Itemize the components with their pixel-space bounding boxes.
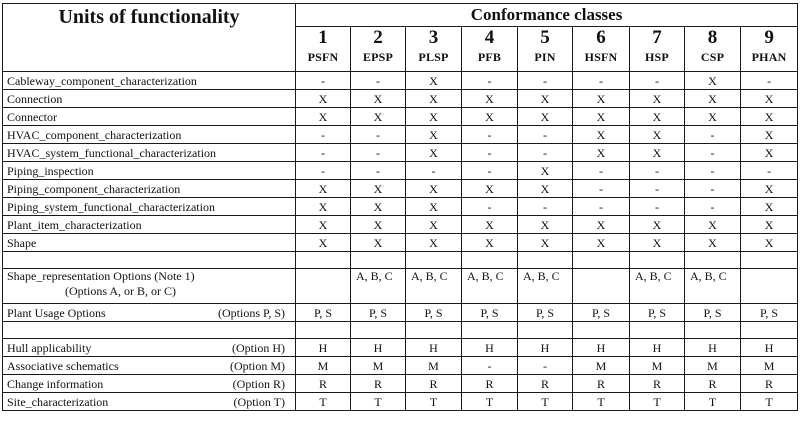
separator-row: [3, 322, 798, 339]
class-number: 2: [373, 27, 383, 48]
table-cell: T: [462, 393, 518, 411]
table-cell: X: [685, 108, 741, 126]
class-header-phan: [741, 27, 798, 72]
table-cell: X: [630, 234, 685, 252]
class-code: PFB: [477, 50, 502, 64]
class-header-pin: [518, 27, 573, 72]
class-number: 8: [707, 27, 718, 48]
option-name: Plant Usage Options: [7, 305, 106, 320]
table-cell: X: [296, 108, 351, 126]
table-cell: -: [573, 162, 630, 180]
option-row: [3, 339, 798, 357]
class-number: 7: [652, 27, 662, 48]
table-cell: T: [685, 393, 741, 411]
table-cell: P, S: [573, 304, 630, 322]
table-cell: -: [630, 198, 685, 216]
table-cell: -: [296, 126, 351, 144]
empty-cell: [630, 252, 685, 269]
table-cell: X: [741, 180, 798, 198]
table-cell: A, B, C: [406, 269, 462, 304]
table-cell: X: [573, 216, 630, 234]
table-cell: H: [462, 339, 518, 357]
units-body: [3, 72, 798, 411]
shape-options-label-line2: (Options A, or B, or C): [65, 284, 176, 298]
table-cell: P, S: [462, 304, 518, 322]
option-name: Hull applicability: [7, 340, 92, 355]
table-cell: H: [630, 339, 685, 357]
empty-cell: [741, 252, 798, 269]
table-cell: X: [406, 90, 462, 108]
table-cell: [573, 269, 630, 304]
table-cell: M: [406, 357, 462, 375]
option-label: [3, 339, 296, 357]
units-title: Units of functionality: [3, 4, 296, 72]
empty-cell: [3, 322, 296, 339]
class-code: PSFN: [307, 50, 339, 64]
table-cell: H: [685, 339, 741, 357]
table-cell: -: [630, 162, 685, 180]
shape-options-label-line1: Shape_representation Options (Note 1): [7, 269, 195, 283]
table-cell: -: [573, 180, 630, 198]
table-cell: X: [518, 216, 573, 234]
table-cell: X: [351, 180, 406, 198]
empty-cell: [406, 322, 462, 339]
option-label: [3, 304, 296, 322]
table-cell: X: [741, 126, 798, 144]
table-row: [3, 180, 798, 198]
empty-cell: [518, 252, 573, 269]
table-cell: X: [518, 234, 573, 252]
class-header-pfb: [462, 27, 518, 72]
table-cell: -: [741, 162, 798, 180]
table-cell: X: [630, 108, 685, 126]
table-cell: X: [462, 90, 518, 108]
table-cell: M: [630, 357, 685, 375]
empty-cell: [630, 322, 685, 339]
table-cell: X: [573, 126, 630, 144]
table-cell: X: [518, 162, 573, 180]
empty-cell: [573, 252, 630, 269]
table-cell: X: [351, 90, 406, 108]
table-cell: X: [406, 144, 462, 162]
table-cell: H: [741, 339, 798, 357]
option-label: [3, 393, 296, 411]
unit-label: HVAC_system_functional_characterization: [3, 144, 296, 162]
empty-cell: [462, 322, 518, 339]
table-cell: R: [406, 375, 462, 393]
shape-options-label: [3, 269, 296, 304]
table-cell: M: [296, 357, 351, 375]
table-cell: -: [518, 357, 573, 375]
table-cell: P, S: [406, 304, 462, 322]
table-cell: R: [296, 375, 351, 393]
table-cell: X: [462, 234, 518, 252]
table-cell: -: [351, 126, 406, 144]
class-code: HSP: [645, 50, 669, 64]
option-name: Change information: [7, 376, 104, 391]
class-header-psfn: [296, 27, 351, 72]
table-cell: H: [573, 339, 630, 357]
table-cell: -: [351, 144, 406, 162]
empty-cell: [741, 322, 798, 339]
table-cell: -: [518, 72, 573, 90]
table-cell: X: [741, 144, 798, 162]
option-code: (Options P, S): [217, 305, 285, 320]
empty-cell: [351, 252, 406, 269]
table-cell: A, B, C: [685, 269, 741, 304]
table-cell: X: [406, 108, 462, 126]
table-cell: M: [351, 357, 406, 375]
empty-cell: [3, 252, 296, 269]
unit-label: Plant_item_characterization: [3, 216, 296, 234]
option-row: [3, 393, 798, 411]
table-cell: R: [462, 375, 518, 393]
unit-label: Piping_inspection: [3, 162, 296, 180]
table-cell: X: [741, 216, 798, 234]
table-row: [3, 72, 798, 90]
table-cell: T: [573, 393, 630, 411]
table-cell: X: [741, 234, 798, 252]
class-header-epsp: [351, 27, 406, 72]
table-cell: X: [685, 90, 741, 108]
class-header-csp: [685, 27, 741, 72]
table-cell: P, S: [685, 304, 741, 322]
shape-options-row: [3, 269, 798, 304]
table-cell: X: [462, 180, 518, 198]
table-cell: X: [406, 180, 462, 198]
empty-cell: [351, 322, 406, 339]
empty-cell: [296, 252, 351, 269]
empty-cell: [685, 252, 741, 269]
table-cell: M: [685, 357, 741, 375]
unit-label: Shape: [3, 234, 296, 252]
table-cell: X: [741, 108, 798, 126]
table-cell: H: [351, 339, 406, 357]
table-cell: -: [351, 162, 406, 180]
table-cell: X: [630, 90, 685, 108]
option-code: (Option T): [233, 394, 285, 409]
table-cell: X: [351, 198, 406, 216]
empty-cell: [406, 252, 462, 269]
table-cell: T: [741, 393, 798, 411]
table-cell: A, B, C: [518, 269, 573, 304]
separator-row: [3, 252, 798, 269]
class-code: CSP: [700, 50, 725, 64]
table-cell: X: [518, 180, 573, 198]
table-cell: A, B, C: [351, 269, 406, 304]
empty-cell: [462, 252, 518, 269]
table-cell: X: [296, 216, 351, 234]
table-cell: -: [296, 72, 351, 90]
class-number: 6: [596, 27, 606, 48]
table-cell: P, S: [630, 304, 685, 322]
table-cell: X: [296, 90, 351, 108]
table-cell: -: [406, 162, 462, 180]
class-number: 1: [318, 27, 328, 48]
table-cell: X: [630, 144, 685, 162]
table-cell: T: [296, 393, 351, 411]
table-cell: -: [685, 180, 741, 198]
empty-cell: [573, 322, 630, 339]
class-number: 5: [540, 27, 550, 48]
table-cell: X: [462, 108, 518, 126]
table-cell: X: [685, 216, 741, 234]
table-cell: A, B, C: [462, 269, 518, 304]
table-cell: X: [573, 234, 630, 252]
table-cell: X: [406, 72, 462, 90]
table-cell: -: [685, 126, 741, 144]
table-cell: M: [741, 357, 798, 375]
unit-label: HVAC_component_characterization: [3, 126, 296, 144]
table-cell: X: [351, 234, 406, 252]
table-cell: X: [573, 90, 630, 108]
class-code: PLSP: [418, 50, 449, 64]
table-cell: X: [518, 108, 573, 126]
table-cell: -: [462, 162, 518, 180]
empty-cell: [685, 322, 741, 339]
table-cell: X: [630, 216, 685, 234]
classes-title: Conformance classes: [296, 4, 798, 27]
class-code: EPSP: [362, 50, 394, 64]
table-cell: T: [518, 393, 573, 411]
class-header-plsp: [406, 27, 462, 72]
table-cell: -: [685, 198, 741, 216]
table-cell: X: [406, 216, 462, 234]
table-cell: R: [630, 375, 685, 393]
table-cell: H: [296, 339, 351, 357]
table-cell: -: [518, 144, 573, 162]
class-number: 4: [484, 27, 495, 48]
table-row: [3, 234, 798, 252]
table-cell: -: [462, 126, 518, 144]
table-cell: T: [351, 393, 406, 411]
table-cell: X: [573, 144, 630, 162]
table-cell: -: [296, 162, 351, 180]
class-code: HSFN: [584, 50, 618, 64]
table-cell: -: [462, 198, 518, 216]
table-cell: R: [741, 375, 798, 393]
table-cell: -: [573, 198, 630, 216]
table-cell: -: [685, 144, 741, 162]
option-code: (Option M): [230, 358, 285, 373]
class-number: 9: [764, 27, 774, 48]
table-cell: -: [741, 72, 798, 90]
table-cell: X: [685, 234, 741, 252]
table-cell: X: [685, 72, 741, 90]
option-label: [3, 357, 296, 375]
unit-label: Connection: [3, 90, 296, 108]
table-cell: X: [518, 90, 573, 108]
table-cell: H: [518, 339, 573, 357]
class-number: 3: [428, 27, 439, 48]
table-cell: M: [573, 357, 630, 375]
table-row: [3, 198, 798, 216]
table-cell: H: [406, 339, 462, 357]
table-cell: -: [630, 180, 685, 198]
table-cell: X: [351, 216, 406, 234]
table-cell: X: [406, 198, 462, 216]
table-cell: -: [573, 72, 630, 90]
unit-label: Cableway_component_characterization: [3, 72, 296, 90]
table-cell: -: [518, 126, 573, 144]
class-header-hsfn: [573, 27, 630, 72]
option-name: Associative schematics: [7, 358, 119, 373]
table-cell: [741, 269, 798, 304]
table-cell: R: [573, 375, 630, 393]
table-row: [3, 216, 798, 234]
option-name: Site_characterization: [7, 394, 109, 409]
table-cell: [296, 269, 351, 304]
table-cell: -: [462, 72, 518, 90]
table-cell: P, S: [351, 304, 406, 322]
table-cell: -: [685, 162, 741, 180]
table-row: [3, 144, 798, 162]
table-cell: R: [351, 375, 406, 393]
table-cell: X: [573, 108, 630, 126]
table-row: [3, 90, 798, 108]
class-code: PHAN: [751, 50, 787, 64]
table-cell: X: [741, 198, 798, 216]
unit-label: Connector: [3, 108, 296, 126]
table-cell: A, B, C: [630, 269, 685, 304]
option-label: [3, 375, 296, 393]
table-cell: -: [630, 72, 685, 90]
conformance-table: [2, 3, 798, 411]
table-cell: -: [462, 357, 518, 375]
table-cell: P, S: [741, 304, 798, 322]
table-row: [3, 108, 798, 126]
table-cell: R: [685, 375, 741, 393]
plant-usage-row: [3, 304, 798, 322]
unit-label: Piping_component_characterization: [3, 180, 296, 198]
table-cell: X: [296, 234, 351, 252]
table-cell: X: [406, 126, 462, 144]
class-header-hsp: [630, 27, 685, 72]
table-cell: -: [296, 144, 351, 162]
table-cell: X: [351, 108, 406, 126]
table-cell: X: [630, 126, 685, 144]
option-row: [3, 357, 798, 375]
class-code: PIN: [534, 50, 556, 64]
table-cell: -: [462, 144, 518, 162]
table-row: [3, 162, 798, 180]
table-cell: X: [741, 90, 798, 108]
unit-label: Piping_system_functional_characterization: [3, 198, 296, 216]
option-row: [3, 375, 798, 393]
table-cell: P, S: [296, 304, 351, 322]
table-row: [3, 126, 798, 144]
table-cell: -: [351, 72, 406, 90]
option-code: (Option R): [232, 376, 285, 391]
option-code: (Option H): [232, 340, 285, 355]
table-cell: X: [462, 216, 518, 234]
table-cell: X: [296, 180, 351, 198]
table-cell: -: [518, 198, 573, 216]
table-cell: T: [630, 393, 685, 411]
table-cell: X: [406, 234, 462, 252]
table-cell: T: [406, 393, 462, 411]
table-cell: R: [518, 375, 573, 393]
empty-cell: [518, 322, 573, 339]
table-cell: P, S: [518, 304, 573, 322]
table-cell: X: [296, 198, 351, 216]
empty-cell: [296, 322, 351, 339]
